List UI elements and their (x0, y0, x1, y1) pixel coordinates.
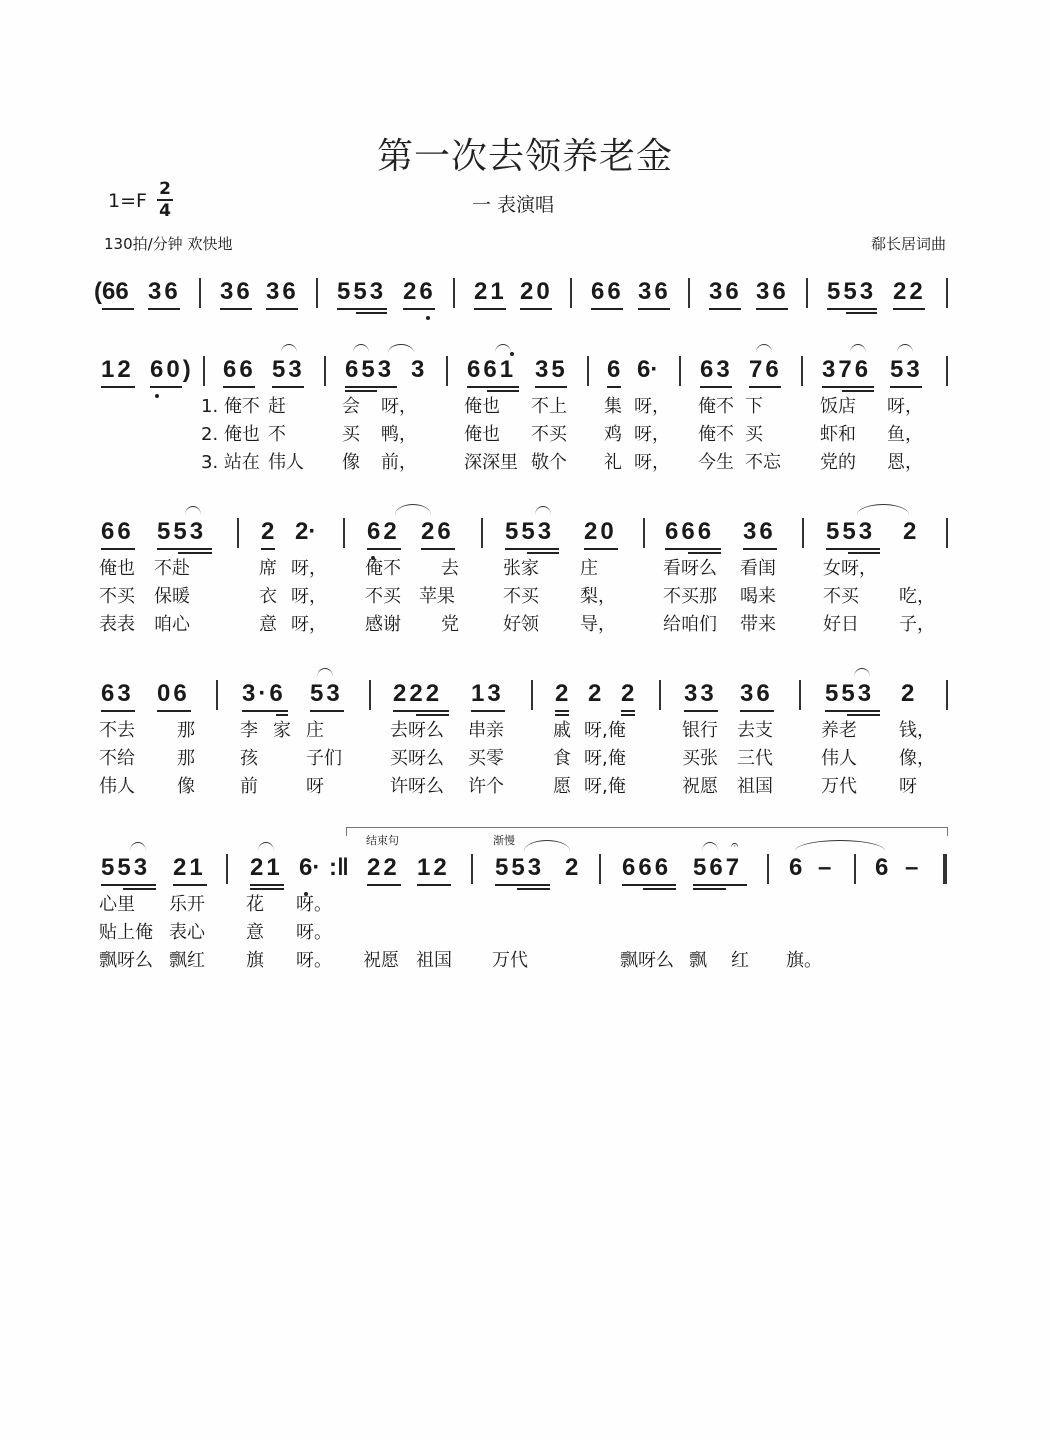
note-group: 553 (495, 854, 545, 881)
barline (471, 854, 473, 884)
time-signature-top: 2 (159, 179, 171, 199)
song-title: 第一次去领养老金 (376, 136, 673, 177)
barline (801, 356, 803, 386)
barline (599, 854, 601, 884)
note-group: 36 (266, 278, 299, 305)
barline (324, 356, 326, 386)
dash: – (818, 854, 832, 881)
note-group: 36 (638, 278, 671, 305)
note-group: 553 (826, 518, 876, 545)
barline (531, 680, 533, 710)
dash: – (905, 854, 919, 881)
note-group: 63 (101, 680, 134, 707)
note-group: 53 (890, 356, 923, 383)
note-group: 553 (337, 278, 387, 305)
barline (446, 356, 448, 386)
note-group: 21 (173, 854, 206, 881)
barline (216, 680, 218, 710)
barline (226, 854, 228, 884)
note: 6 (607, 356, 621, 383)
note-group: 36 (756, 278, 789, 305)
note-group: (66 (94, 278, 129, 305)
note-group: 20 (584, 518, 617, 545)
barline (659, 680, 661, 710)
repeat-sign: :‖ (329, 854, 349, 881)
note: 2 (621, 680, 635, 707)
note: 6· (637, 356, 659, 383)
barline (203, 356, 205, 386)
note-group: 53 (272, 356, 305, 383)
performance-form: 一 表演唱 (472, 194, 555, 216)
author-credit: 郗长居词曲 (870, 235, 946, 253)
time-signature (157, 180, 173, 220)
barline (806, 278, 808, 308)
ritardando-label: 渐慢 (493, 834, 515, 847)
ending-bracket (346, 827, 948, 836)
note-group: 222 (393, 680, 443, 707)
fermata-icon: 𝄐 (731, 838, 739, 853)
note: 3 (411, 356, 425, 383)
note: 2· (295, 518, 317, 545)
note-group: 376 (822, 356, 872, 383)
note-group: 26 (421, 518, 454, 545)
note-group: 66 (101, 518, 134, 545)
barline (946, 278, 948, 308)
barline (570, 278, 572, 308)
note: 2 (555, 680, 569, 707)
note: 2 (901, 680, 915, 707)
note: 6· (299, 854, 321, 881)
barline (946, 680, 948, 710)
note-group: 36 (740, 680, 773, 707)
note-group: 36 (743, 518, 776, 545)
note-group: 66 (223, 356, 256, 383)
note-group: 653 (345, 356, 395, 383)
note-group: 06 (157, 680, 190, 707)
barline (199, 278, 201, 308)
note-group: 553 (825, 680, 875, 707)
barline (237, 518, 239, 548)
note-group: 76 (749, 356, 782, 383)
note-group: 60) (150, 356, 194, 383)
barline (453, 278, 455, 308)
note-group: 36 (220, 278, 253, 305)
note-group: 62 (367, 518, 400, 545)
note-group: 567 (693, 854, 743, 881)
ending-label: 结束句 (366, 834, 399, 847)
note-group: 33 (684, 680, 717, 707)
barline (946, 518, 948, 548)
note: 2 (261, 518, 275, 545)
note-group: 3·6 (242, 680, 286, 707)
note-group: 553 (827, 278, 877, 305)
barline (802, 518, 804, 548)
note: 6 (789, 854, 803, 881)
final-barline (943, 854, 947, 884)
barline (369, 680, 371, 710)
note-group: 36 (148, 278, 181, 305)
note: 2 (903, 518, 917, 545)
note-group: 22 (893, 278, 926, 305)
note-group: 26 (403, 278, 436, 305)
note-group: 36 (709, 278, 742, 305)
note-group: 66 (591, 278, 624, 305)
barline (854, 854, 856, 884)
note-group: 12 (101, 356, 134, 383)
note-group: 35 (535, 356, 568, 383)
barline (587, 356, 589, 386)
note-group: 53 (310, 680, 343, 707)
note-group: 661 (467, 356, 517, 383)
barline (481, 518, 483, 548)
note-group: 666 (665, 518, 715, 545)
note-group: 22 (367, 854, 400, 881)
key-signature: 1=F (108, 190, 147, 212)
barline (767, 854, 769, 884)
barline (679, 356, 681, 386)
note: 2 (588, 680, 602, 707)
note-group: 21 (474, 278, 507, 305)
barline (643, 518, 645, 548)
note-group: 553 (505, 518, 555, 545)
barline (343, 518, 345, 548)
barline (799, 680, 801, 710)
note: 2 (565, 854, 579, 881)
note-group: 553 (157, 518, 207, 545)
note-group: 21 (250, 854, 283, 881)
note: 6 (875, 854, 889, 881)
note-group: 666 (622, 854, 672, 881)
tempo-marking: 130拍/分钟 欢快地 (104, 235, 233, 253)
time-signature-bottom: 4 (159, 201, 171, 221)
barline (946, 356, 948, 386)
note-group: 63 (700, 356, 733, 383)
note-group: 553 (101, 854, 151, 881)
note-group: 12 (417, 854, 450, 881)
barline (688, 278, 690, 308)
barline (316, 278, 318, 308)
note-group: 13 (471, 680, 504, 707)
note-group: 20 (520, 278, 553, 305)
